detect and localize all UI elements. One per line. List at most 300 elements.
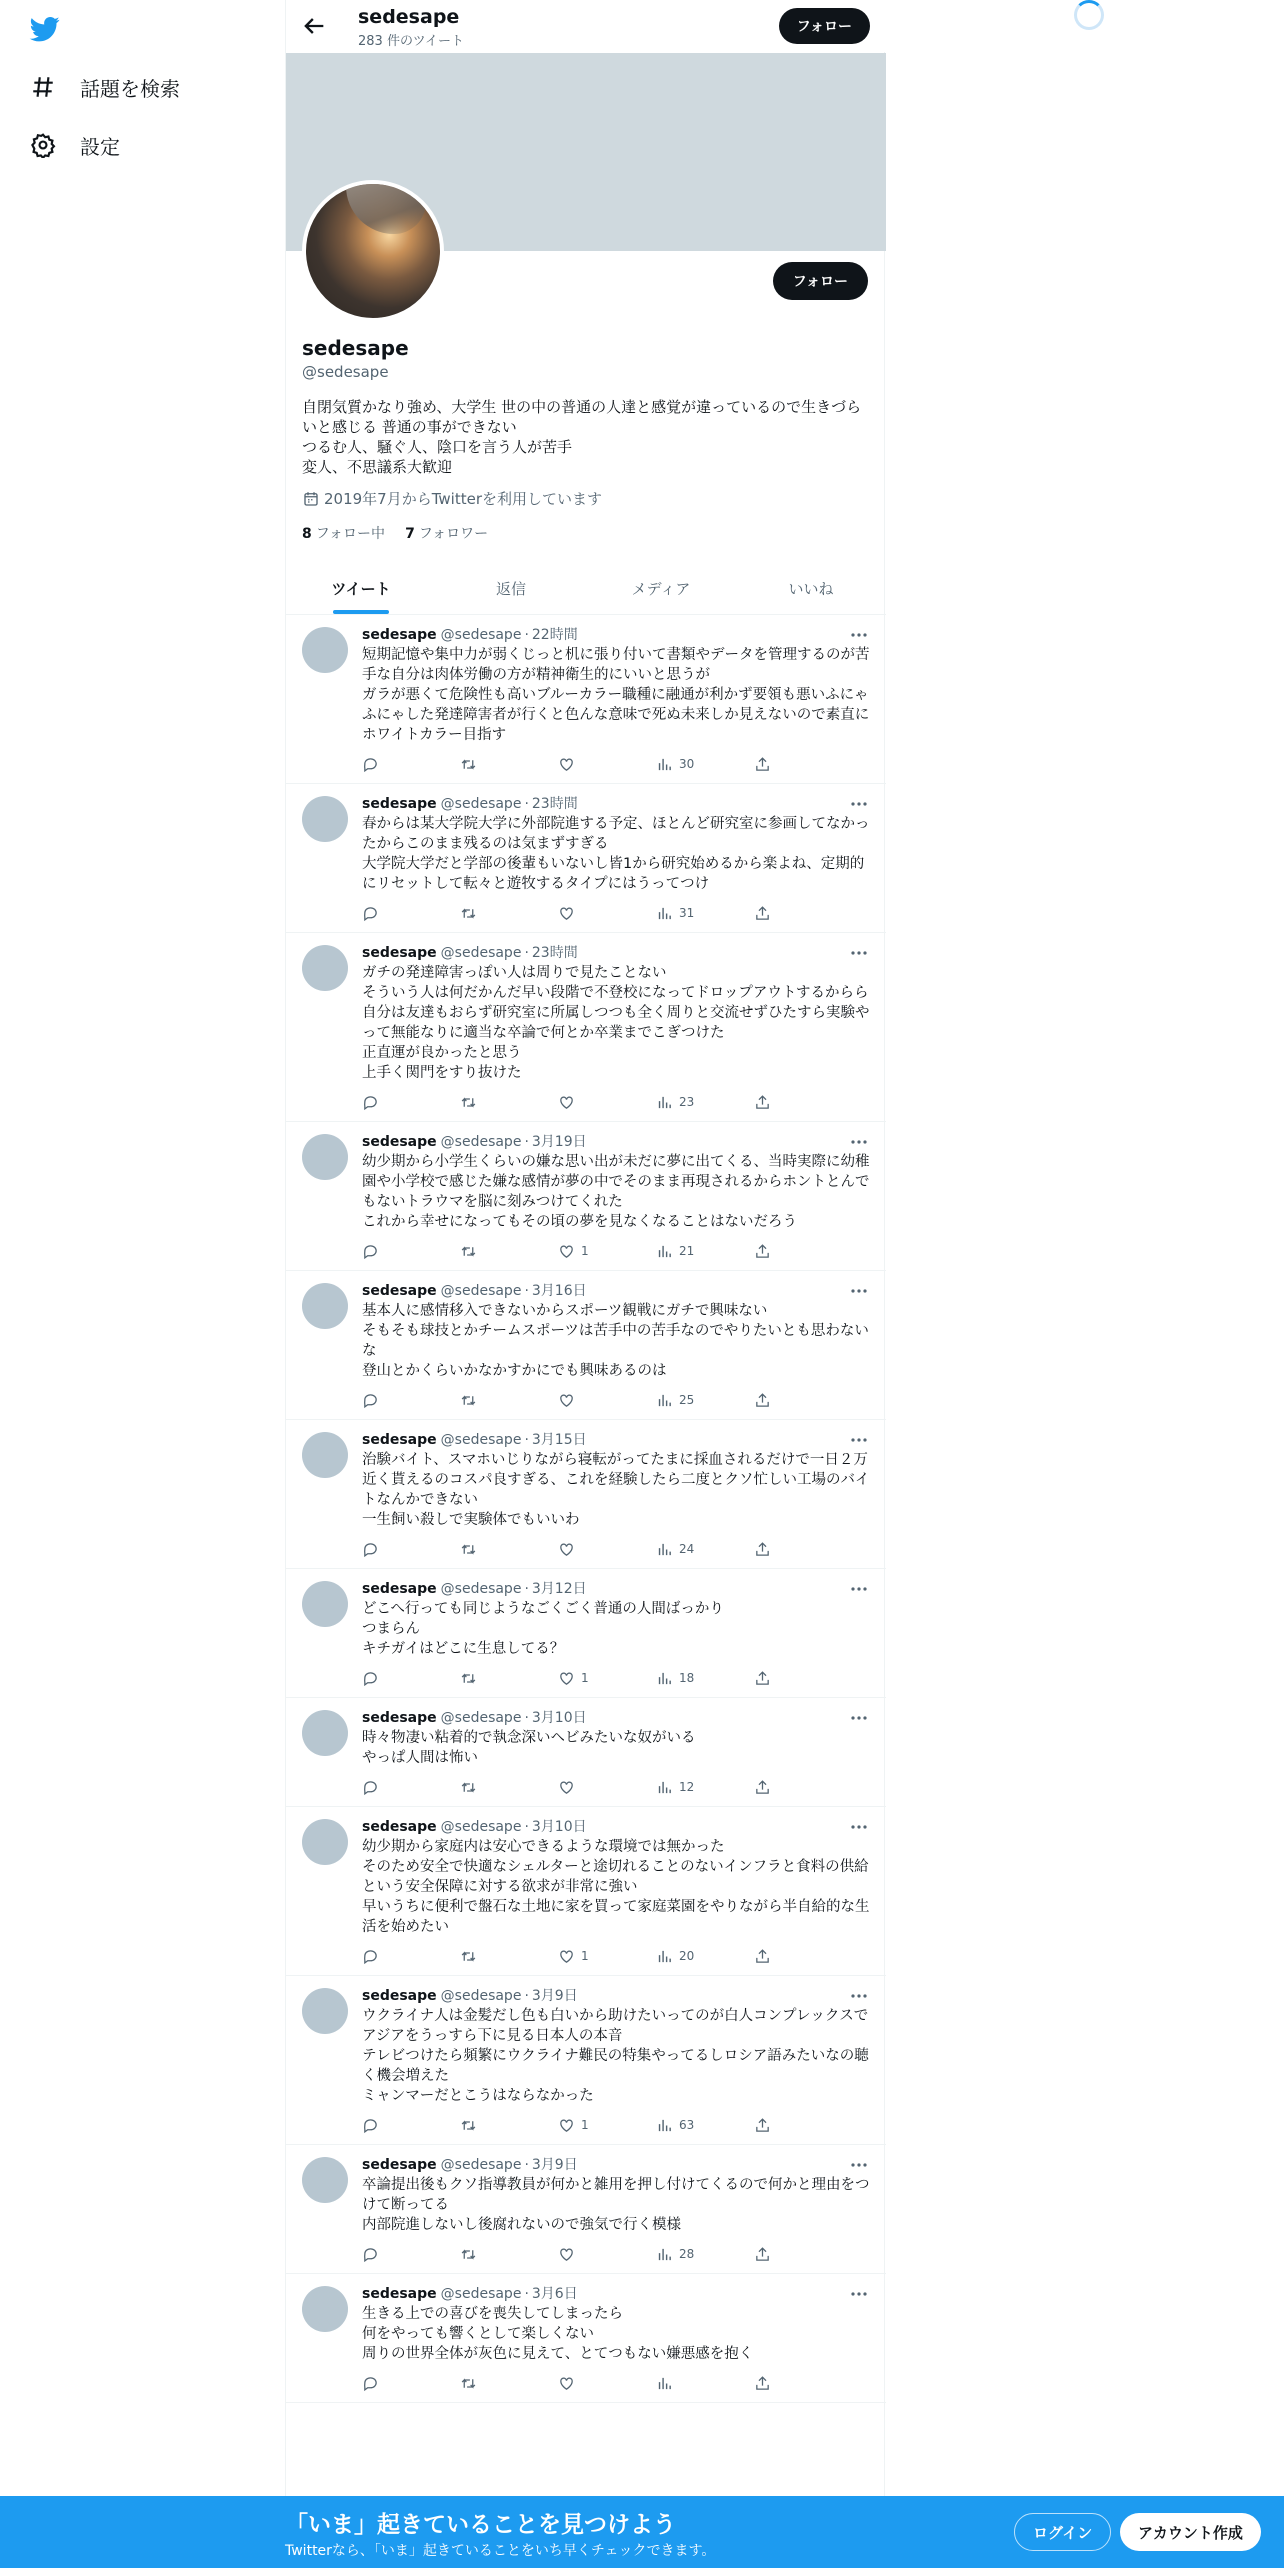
views-chart-icon	[656, 905, 673, 922]
tweet-text	[362, 1599, 870, 1659]
tweet[interactable]	[286, 615, 886, 784]
profile-handle: @sedesape	[302, 363, 389, 381]
tweet-actions	[362, 1945, 870, 1967]
tweet-author-name[interactable]: sedesape	[362, 1581, 437, 1597]
tweet-text-line: 治験バイト、スマホいじりながら寝転がってたまに採血されるだけで一日２万近く貰えるのコスパ良すぎる、これを経験したら二度とクソ忙しい工場のバイトなんかできない	[362, 1452, 870, 1508]
tweet-text-line: これから幸せになってもその頃の夢を見なくなることはないだろう	[362, 1214, 797, 1230]
share-button[interactable]	[754, 1094, 784, 1111]
tweet-text-line: 正直運が良かったと思う	[362, 1045, 522, 1061]
tweet-text-line: ミャンマーだとこうはならなかった	[362, 2088, 594, 2104]
share-icon	[754, 1392, 771, 1409]
follow-button-header[interactable]: フォロー	[779, 8, 870, 44]
tweet-time[interactable]: 3月10日	[531, 1819, 587, 1835]
reply-button[interactable]	[362, 1392, 460, 1409]
loading-spinner-icon	[1074, 0, 1104, 30]
view-count: 30	[679, 757, 695, 771]
tweet-text-line: ガラが悪くて危険性も高いブルーカラー職種に融通が利かず要領も悪いふにゃふにゃした発達障害者が行くと色んな意味で死ぬ未来しか見えないので素直にホワイトカラー目指す	[362, 687, 870, 743]
share-button[interactable]	[754, 1779, 784, 1796]
like-button[interactable]	[558, 1392, 656, 1409]
retweet-icon	[460, 1094, 477, 1111]
avatar[interactable]	[302, 1134, 348, 1180]
profile-avatar[interactable]	[302, 180, 444, 322]
tweet-feed	[286, 615, 886, 2403]
views-button[interactable]	[656, 2375, 754, 2392]
tweet[interactable]	[286, 1698, 886, 1807]
share-button[interactable]	[754, 2246, 784, 2263]
views-chart-icon	[656, 1541, 673, 1558]
tweet-time[interactable]: 23時間	[531, 945, 578, 961]
reply-icon	[362, 1541, 379, 1558]
tweet-actions	[362, 2114, 870, 2136]
heart-icon	[558, 1392, 575, 1409]
tweet-author-name[interactable]: sedesape	[362, 2286, 437, 2302]
retweet-icon	[460, 1243, 477, 1260]
tweet-text-line: 卒論提出後もクソ指導教員が何かと雑用を押し付けてくるので何かと理由をつけて断ってる	[362, 2177, 870, 2213]
retweet-button[interactable]	[460, 1541, 558, 1558]
retweet-icon	[460, 2375, 477, 2392]
separator-dot: ·	[524, 1819, 529, 1835]
retweet-button[interactable]	[460, 1779, 558, 1796]
following-count: 8	[302, 526, 312, 542]
views-chart-icon	[656, 2246, 673, 2263]
tweet-author-name[interactable]: sedesape	[362, 945, 437, 961]
heart-icon	[558, 2117, 575, 2134]
tweet-text-line: 上手く関門をすり抜けた	[362, 1065, 522, 1081]
tweet-text-line: 早いうちに便利で盤石な土地に家を買って家庭菜園をやりながら半自給的な生活を始めたい	[362, 1899, 870, 1935]
retweet-icon	[460, 1392, 477, 1409]
tweet[interactable]	[286, 2145, 886, 2274]
like-button[interactable]	[558, 2246, 656, 2263]
tweet-text	[362, 2006, 870, 2106]
tweet-text-line: どこへ行っても同じようなごくごく普通の人間ばっかり	[362, 1601, 724, 1617]
tweet-header	[362, 1986, 870, 2006]
signup-banner	[0, 2496, 1284, 2568]
retweet-icon	[460, 1948, 477, 1965]
bio-line: 変人、不思議系大歓迎	[302, 458, 453, 476]
back-arrow-icon[interactable]	[300, 12, 328, 40]
views-button[interactable]	[656, 1392, 754, 1409]
views-chart-icon	[656, 1779, 673, 1796]
tweet[interactable]	[286, 1569, 886, 1698]
like-count: 1	[581, 1244, 589, 1258]
retweet-button[interactable]	[460, 2117, 558, 2134]
tweet-text-line: 春からは某大学院大学に外部院進する予定、ほとんど研究室に参画してなかったからこのまま残るのは気まずすぎる	[362, 816, 870, 852]
view-count: 24	[679, 1542, 695, 1556]
tweet-author-handle[interactable]: @sedesape	[440, 1581, 522, 1597]
reply-button[interactable]	[362, 905, 460, 922]
tweet[interactable]	[286, 1271, 886, 1420]
heart-icon	[558, 1541, 575, 1558]
tweet-text-line: そのため安全で快適なシェルターと途切れることのないインフラと食料の供給という安全保障に対する欲求が非常に強い	[362, 1859, 869, 1895]
like-button[interactable]	[558, 1094, 656, 1111]
following-label: フォロー中	[315, 526, 386, 542]
separator-dot: ·	[524, 945, 529, 961]
views-button[interactable]	[656, 1541, 754, 1558]
retweet-icon	[460, 1779, 477, 1796]
tweet-author-name[interactable]: sedesape	[362, 2157, 437, 2173]
like-button[interactable]	[558, 1670, 656, 1687]
tweet-header	[362, 943, 870, 963]
retweet-icon	[460, 1670, 477, 1687]
more-options-icon[interactable]	[848, 1581, 870, 1597]
share-button[interactable]	[754, 2117, 784, 2134]
tweet-author-name[interactable]: sedesape	[362, 1134, 437, 1150]
separator-dot: ·	[524, 1283, 529, 1299]
avatar[interactable]	[302, 796, 348, 842]
tweet-author-name[interactable]: sedesape	[362, 627, 437, 643]
header-name: sedesape	[358, 6, 460, 28]
tweet[interactable]	[286, 1976, 886, 2145]
tab-tweets[interactable]: ツイート	[286, 562, 436, 614]
share-button[interactable]	[754, 905, 784, 922]
reply-button[interactable]	[362, 2117, 460, 2134]
like-button[interactable]	[558, 1541, 656, 1558]
separator-dot: ·	[524, 1988, 529, 2004]
tweet-header	[362, 2284, 870, 2304]
views-chart-icon	[656, 1392, 673, 1409]
avatar[interactable]	[302, 1819, 348, 1865]
reply-button[interactable]	[362, 1670, 460, 1687]
tweet-actions	[362, 2243, 870, 2265]
retweet-button[interactable]	[460, 1094, 558, 1111]
tweet[interactable]	[286, 933, 886, 1122]
profile-bio	[302, 397, 872, 477]
tweet-author-handle[interactable]: @sedesape	[440, 1283, 522, 1299]
tweet-text-line: 幼少期から小学生くらいの嫌な思い出が未だに夢に出てくる、当時実際に幼稚園や小学校で感じた嫌な感情が夢の中でそのまま再現されるからホントとんでもないトラウマを脳に刻みつけてくれた	[362, 1154, 870, 1210]
tweet[interactable]	[286, 784, 886, 933]
retweet-button[interactable]	[460, 905, 558, 922]
profile-name: sedesape	[302, 336, 409, 360]
reply-button[interactable]	[362, 1779, 460, 1796]
views-chart-icon	[656, 2117, 673, 2134]
tab-likes[interactable]: いいね	[788, 579, 834, 598]
views-button[interactable]	[656, 2117, 754, 2134]
avatar[interactable]	[302, 1581, 348, 1627]
retweet-button[interactable]	[460, 2375, 558, 2392]
follow-button[interactable]: フォロー	[773, 262, 868, 300]
views-button[interactable]	[656, 1670, 754, 1687]
more-options-icon[interactable]	[848, 1283, 870, 1299]
avatar[interactable]	[302, 945, 348, 991]
tweet-text	[362, 645, 870, 745]
reply-icon	[362, 1670, 379, 1687]
more-options-icon[interactable]	[848, 2286, 870, 2302]
more-options-icon[interactable]	[848, 1432, 870, 1448]
view-count: 28	[679, 2247, 695, 2261]
tweet-author-handle[interactable]: @sedesape	[440, 1988, 522, 2004]
reply-icon	[362, 756, 379, 773]
like-button[interactable]	[558, 1779, 656, 1796]
tweet[interactable]	[286, 1420, 886, 1569]
more-options-icon[interactable]	[848, 1134, 870, 1150]
retweet-icon	[460, 2117, 477, 2134]
header-tweet-count: 283 件のツイート	[358, 34, 465, 49]
tweet-header	[362, 625, 870, 645]
tweet-text-line: 周りの世界全体が灰色に見えて、とてつもない嫌悪感を抱く	[362, 2346, 754, 2362]
like-button[interactable]	[558, 1948, 656, 1965]
like-button[interactable]	[558, 756, 656, 773]
avatar[interactable]	[302, 1283, 348, 1329]
tweet-author-handle[interactable]: @sedesape	[440, 945, 522, 961]
tweet-author-name[interactable]: sedesape	[362, 1988, 437, 2004]
like-count: 1	[581, 2118, 589, 2132]
share-icon	[754, 1948, 771, 1965]
reply-button[interactable]	[362, 1541, 460, 1558]
share-button[interactable]	[754, 1243, 784, 1260]
followers-count: 7	[405, 526, 415, 542]
retweet-button[interactable]	[460, 1392, 558, 1409]
retweet-button[interactable]	[460, 756, 558, 773]
share-icon	[754, 756, 771, 773]
tweet-actions	[362, 1538, 870, 1560]
like-count: 1	[581, 1949, 589, 1963]
views-button[interactable]	[656, 1948, 754, 1965]
heart-icon	[558, 1243, 575, 1260]
views-button[interactable]	[656, 2246, 754, 2263]
avatar[interactable]	[302, 1432, 348, 1478]
tweet-text-line: キチガイはどこに生息してる？	[362, 1641, 565, 1657]
share-button[interactable]	[754, 1392, 784, 1409]
view-count: 23	[679, 1095, 695, 1109]
tab-replies[interactable]: 返信	[495, 579, 526, 598]
heart-icon	[558, 1094, 575, 1111]
tweet-author-handle[interactable]: @sedesape	[440, 1819, 522, 1835]
more-options-icon[interactable]	[848, 1988, 870, 2004]
more-options-icon[interactable]	[848, 1819, 870, 1835]
views-button[interactable]	[656, 756, 754, 773]
followers-link[interactable]	[405, 523, 488, 543]
tweet-time[interactable]: 3月15日	[531, 1432, 587, 1448]
signup-button[interactable]: アカウント作成	[1120, 2513, 1261, 2551]
share-button[interactable]	[754, 1948, 784, 1965]
tweet-text-line: そういう人は何だかんだ早い段階で不登校になってドロップアウトするからら	[362, 985, 869, 1001]
separator-dot: ·	[524, 1710, 529, 1726]
like-button[interactable]	[558, 2117, 656, 2134]
retweet-icon	[460, 1541, 477, 1558]
views-button[interactable]	[656, 1243, 754, 1260]
share-icon	[754, 1670, 771, 1687]
tab-media[interactable]: メディア	[631, 579, 691, 598]
tweet-text-line: 大学院大学だと学部の後輩もいないし皆1から研究始めるから楽よね、定期的にリセットして転々と遊牧するタイプにはうってつけ	[362, 856, 865, 892]
heart-icon	[558, 1670, 575, 1687]
tweet-text-line: 基本人に感情移入できないからスポーツ観戦にガチで興味ない	[362, 1303, 768, 1319]
reply-icon	[362, 1392, 379, 1409]
main-column	[285, 0, 885, 2568]
tweet-time[interactable]: 3月9日	[531, 2157, 578, 2173]
heart-icon	[558, 2375, 575, 2392]
tweet-text-line: ウクライナ人は金髪だし色も白いから助けたいってのが白人コンプレックスでアジアをうっすら下に見る日本人の本音	[362, 2008, 869, 2044]
retweet-button[interactable]	[460, 1948, 558, 1965]
nav-item-settings[interactable]	[26, 125, 120, 165]
bio-line: 自閉気質かなり強め、大学生 世の中の普通の人達と感覚が違っているので生きづらいと感じる 普通の事ができない	[302, 398, 862, 436]
tweet-author-handle[interactable]: @sedesape	[440, 1134, 522, 1150]
tweet-text-line: やっぱ人間は怖い	[362, 1750, 478, 1766]
tweet-header	[362, 2155, 870, 2175]
reply-icon	[362, 2246, 379, 2263]
view-count: 12	[679, 1780, 695, 1794]
avatar[interactable]	[302, 2286, 348, 2332]
heart-icon	[558, 2246, 575, 2263]
tweet-author-handle[interactable]: @sedesape	[440, 627, 522, 643]
reply-icon	[362, 905, 379, 922]
tweet-actions	[362, 902, 870, 924]
tweet-text	[362, 963, 870, 1083]
reply-button[interactable]	[362, 1243, 460, 1260]
tweet-text-line: 自分は友達もおらず研究室に所属しつつも全く周りと交流せずひたすら実験やって無能なりに適当な卒論で何とか卒業までこぎつけた	[362, 1005, 870, 1041]
more-options-icon[interactable]	[848, 796, 870, 812]
tweet-author-name[interactable]: sedesape	[362, 1819, 437, 1835]
separator-dot: ·	[524, 1134, 529, 1150]
tweet-author-handle[interactable]: @sedesape	[440, 1710, 522, 1726]
tweet-author-name[interactable]: sedesape	[362, 1432, 437, 1448]
tweet-actions	[362, 753, 870, 775]
tweet-text	[362, 814, 870, 894]
tweet-author-name[interactable]: sedesape	[362, 1283, 437, 1299]
banner-subtitle: Twitterなら、「いま」起きていることをいち早くチェックできます。	[285, 2543, 716, 2559]
views-button[interactable]	[656, 905, 754, 922]
view-count: 21	[679, 1244, 695, 1258]
tweet-text-line: 短期記憶や集中力が弱くじっと机に張り付いて書類やデータを管理するのが苦手な自分は肉体労働の方が精神衛生的にいいと思うが	[362, 647, 870, 683]
separator-dot: ·	[524, 2286, 529, 2302]
tweet-text	[362, 2175, 870, 2235]
tweet-time[interactable]: 3月6日	[531, 2286, 578, 2302]
share-icon	[754, 2375, 771, 2392]
separator-dot: ·	[524, 627, 529, 643]
share-icon	[754, 1243, 771, 1260]
reply-button[interactable]	[362, 2246, 460, 2263]
heart-icon	[558, 1779, 575, 1796]
tweet[interactable]	[286, 2274, 886, 2403]
reply-button[interactable]	[362, 1948, 460, 1965]
like-button[interactable]	[558, 1243, 656, 1260]
views-chart-icon	[656, 1670, 673, 1687]
tweet-time[interactable]: 3月19日	[531, 1134, 587, 1150]
tweet-text-line: 登山とかくらいかなかすかにでも興味あるのは	[362, 1363, 667, 1379]
tweet-actions	[362, 1240, 870, 1262]
reply-button[interactable]	[362, 756, 460, 773]
tweet-header	[362, 1817, 870, 1837]
tweet-time[interactable]: 3月16日	[531, 1283, 587, 1299]
views-chart-icon	[656, 1094, 673, 1111]
separator-dot: ·	[524, 1581, 529, 1597]
more-options-icon[interactable]	[848, 627, 870, 643]
views-chart-icon	[656, 1243, 673, 1260]
tweet-time[interactable]: 3月12日	[531, 1581, 587, 1597]
reply-icon	[362, 1779, 379, 1796]
tweet-time[interactable]: 3月9日	[531, 1988, 578, 2004]
views-chart-icon	[656, 756, 673, 773]
share-button[interactable]	[754, 2375, 784, 2392]
reply-button[interactable]	[362, 1094, 460, 1111]
heart-icon	[558, 905, 575, 922]
more-options-icon[interactable]	[848, 945, 870, 961]
heart-icon	[558, 1948, 575, 1965]
more-options-icon[interactable]	[848, 1710, 870, 1726]
share-icon	[754, 905, 771, 922]
gear-icon	[26, 128, 60, 162]
tweet[interactable]	[286, 1807, 886, 1976]
retweet-button[interactable]	[460, 1243, 558, 1260]
retweet-button[interactable]	[460, 1670, 558, 1687]
views-button[interactable]	[656, 1779, 754, 1796]
tweet-actions	[362, 1667, 870, 1689]
tweet-time[interactable]: 22時間	[531, 627, 578, 643]
view-count: 31	[679, 906, 695, 920]
tweet-text-line: 何をやっても響くとして楽しくない	[362, 2326, 594, 2342]
avatar[interactable]	[302, 2157, 348, 2203]
nav-item-explore[interactable]	[26, 67, 180, 107]
share-icon	[754, 2117, 771, 2134]
joined-text: 2019年7月からTwitterを利用しています	[324, 490, 602, 508]
login-button[interactable]: ログイン	[1014, 2513, 1111, 2551]
retweet-button[interactable]	[460, 2246, 558, 2263]
profile-joined	[302, 488, 602, 509]
tweet-text-line: 時々物凄い粘着的で執念深いヘビみたいな奴がいる	[362, 1730, 696, 1746]
like-button[interactable]	[558, 2375, 656, 2392]
share-button[interactable]	[754, 756, 784, 773]
tweet-time[interactable]: 3月10日	[531, 1710, 587, 1726]
tweet-actions	[362, 1776, 870, 1798]
avatar[interactable]	[302, 1988, 348, 2034]
tweet-time[interactable]: 23時間	[531, 796, 578, 812]
tweet-text	[362, 1837, 870, 1937]
reply-button[interactable]	[362, 2375, 460, 2392]
following-link[interactable]	[302, 523, 385, 543]
tweet-text-line: 内部院進しないし後腐れないので強気で行く模様	[362, 2217, 681, 2233]
tweet-text	[362, 1450, 870, 1530]
tweet-author-name[interactable]: sedesape	[362, 1710, 437, 1726]
tweet-author-handle[interactable]: @sedesape	[440, 2157, 522, 2173]
followers-label: フォロワー	[418, 526, 489, 542]
tweet-text-line: つまらん	[362, 1621, 420, 1637]
tweet-text	[362, 2304, 870, 2364]
separator-dot: ·	[524, 1432, 529, 1448]
reply-icon	[362, 2375, 379, 2392]
heart-icon	[558, 756, 575, 773]
tweet-text	[362, 1728, 870, 1768]
avatar[interactable]	[302, 1710, 348, 1756]
tweet-header	[362, 1708, 870, 1728]
like-count: 1	[581, 1671, 589, 1685]
twitter-logo-icon[interactable]	[28, 14, 62, 44]
tweet-author-name[interactable]: sedesape	[362, 796, 437, 812]
share-button[interactable]	[754, 1670, 784, 1687]
tweet-header	[362, 1579, 870, 1599]
share-icon	[754, 1779, 771, 1796]
share-button[interactable]	[754, 1541, 784, 1558]
views-button[interactable]	[656, 1094, 754, 1111]
tweet-actions	[362, 1389, 870, 1411]
tweet-text	[362, 1301, 870, 1381]
avatar[interactable]	[302, 627, 348, 673]
view-count: 63	[679, 2118, 695, 2132]
tweet-author-handle[interactable]: @sedesape	[440, 1432, 522, 1448]
tweet[interactable]	[286, 1122, 886, 1271]
tweet-author-handle[interactable]: @sedesape	[440, 796, 522, 812]
tweet-text-line: 幼少期から家庭内は安心できるような環境では無かった	[362, 1839, 725, 1855]
hashtag-icon	[26, 70, 60, 104]
tweet-header	[362, 794, 870, 814]
more-options-icon[interactable]	[848, 2157, 870, 2173]
tweet-header	[362, 1132, 870, 1152]
tweet-text	[362, 1152, 870, 1232]
like-button[interactable]	[558, 905, 656, 922]
tweet-actions	[362, 2372, 870, 2394]
tweet-author-handle[interactable]: @sedesape	[440, 2286, 522, 2302]
tweet-text-line: ガチの発達障害っぽい人は周りで見たことない	[362, 965, 667, 981]
profile-follow-stats	[302, 523, 488, 543]
retweet-icon	[460, 905, 477, 922]
